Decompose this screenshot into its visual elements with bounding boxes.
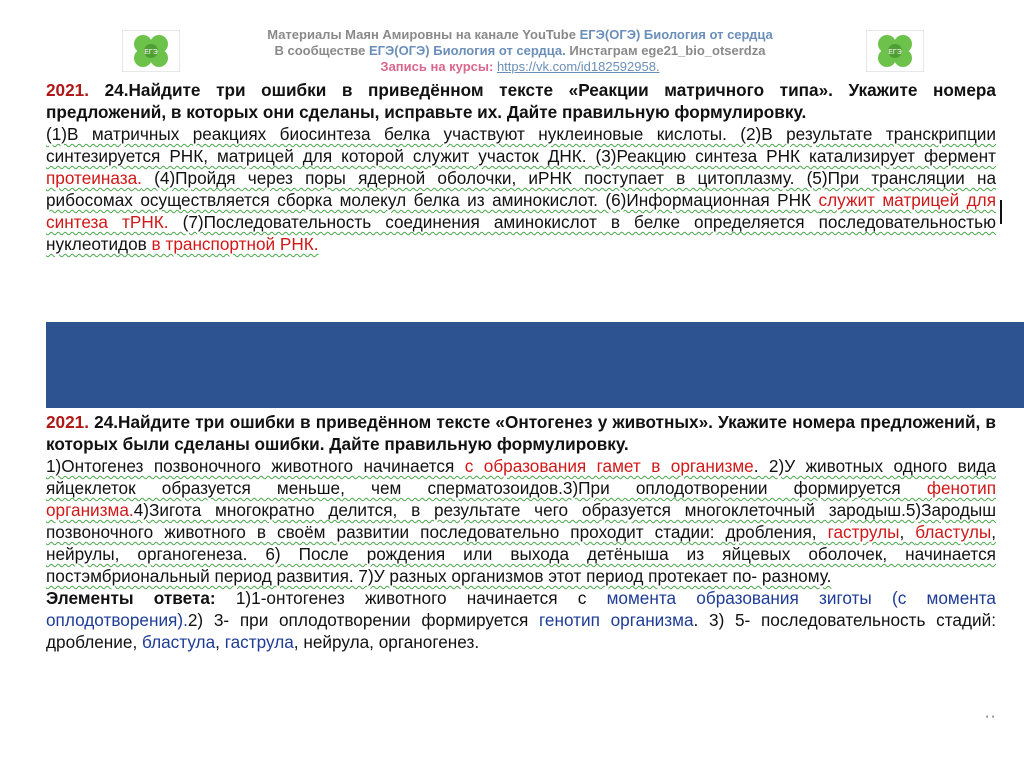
clover-logo-left	[122, 30, 180, 72]
task-2	[46, 411, 996, 653]
vk-link[interactable]: https://vk.com/id182592958.	[496, 59, 660, 74]
channel-header	[190, 27, 850, 75]
corner-mark: '	[986, 714, 989, 726]
task-2-question: 2021. 24.Найдите три ошибки в приведённом тексте «Онтогенез у животных». Укажите номера предложений, в которых были сделаны ошибки. Дайте правильную формулировку.	[46, 412, 996, 454]
task-1	[46, 79, 996, 255]
logo-text: ЕГЭ	[144, 49, 158, 56]
answer-cover-overlay[interactable]	[46, 322, 1024, 408]
task-2-text: 1)Онтогенез позвоночного животного начинается с образования гамет в организме. 2)У животных одного вида яйцеклеток образуется меньше, чем сперматозоидов.3)При оплодотворении формируется фенотип организма.4)Зигота многократно делится, в результате чего образуется многоклеточный зародыш.5)Зародыш позвоночного животного в своём развитии последовательно проходит стадии: дробления, гаструлы, бластулы, нейрулы, органогенеза. 6) После рождения или выхода детёныша из яйцевых оболочек, начинается постэмбриональный период развития. 7)У разных организмов этот период протекает по- разному.	[46, 456, 996, 586]
corner-mark: '	[992, 714, 995, 726]
logo-text: ЕГЭ	[888, 49, 902, 56]
text-cursor	[1000, 200, 1002, 224]
task-1-question: 2021. 24.Найдите три ошибки в приведённом тексте «Реакции матричного типа». Укажите номера предложений, в которых они сделаны, исправьте их. Дайте правильную формулировку.	[46, 80, 996, 122]
header-line-1: Материалы Маян Амировны на канале YouTube ЕГЭ(ОГЭ) Биология от сердца	[267, 27, 773, 42]
clover-logo-right	[866, 30, 924, 72]
header-line-2: В сообществе ЕГЭ(ОГЭ) Биология от сердца. Инстаграм ege21_bio_otserdza	[274, 43, 766, 58]
task-2-answer: Элементы ответа: 1)1-онтогенез животного начинается с момента образования зиготы (с момента оплодотворения).2) 3- при оплодотворении формируется генотип организма. 3) 5- последовательность стадий: дробление, бластула, гаструла, нейрула, органогенез.	[46, 588, 996, 652]
header-line-3: Запись на курсы: https://vk.com/id182592958.	[380, 59, 660, 74]
task-1-text: (1)В матричных реакциях биосинтеза белка участвуют нуклеиновые кислоты. (2)В результате транскрипции синтезируется РНК, матрицей для которой служит участок ДНК. (3)Реакцию синтеза РНК катализирует фермент протеиназа. (4)Пройдя через поры ядерной оболочки, иРНК поступает в цитоплазму. (5)При трансляции на рибосомах осуществляется сборка молекул белка из аминокислот. (6)Информационная РНК служит матрицей для синтеза тРНК. (7)Последовательность соединения аминокислот в белке определяется последовательностью нуклеотидов в транспортной РНК.	[46, 124, 997, 254]
